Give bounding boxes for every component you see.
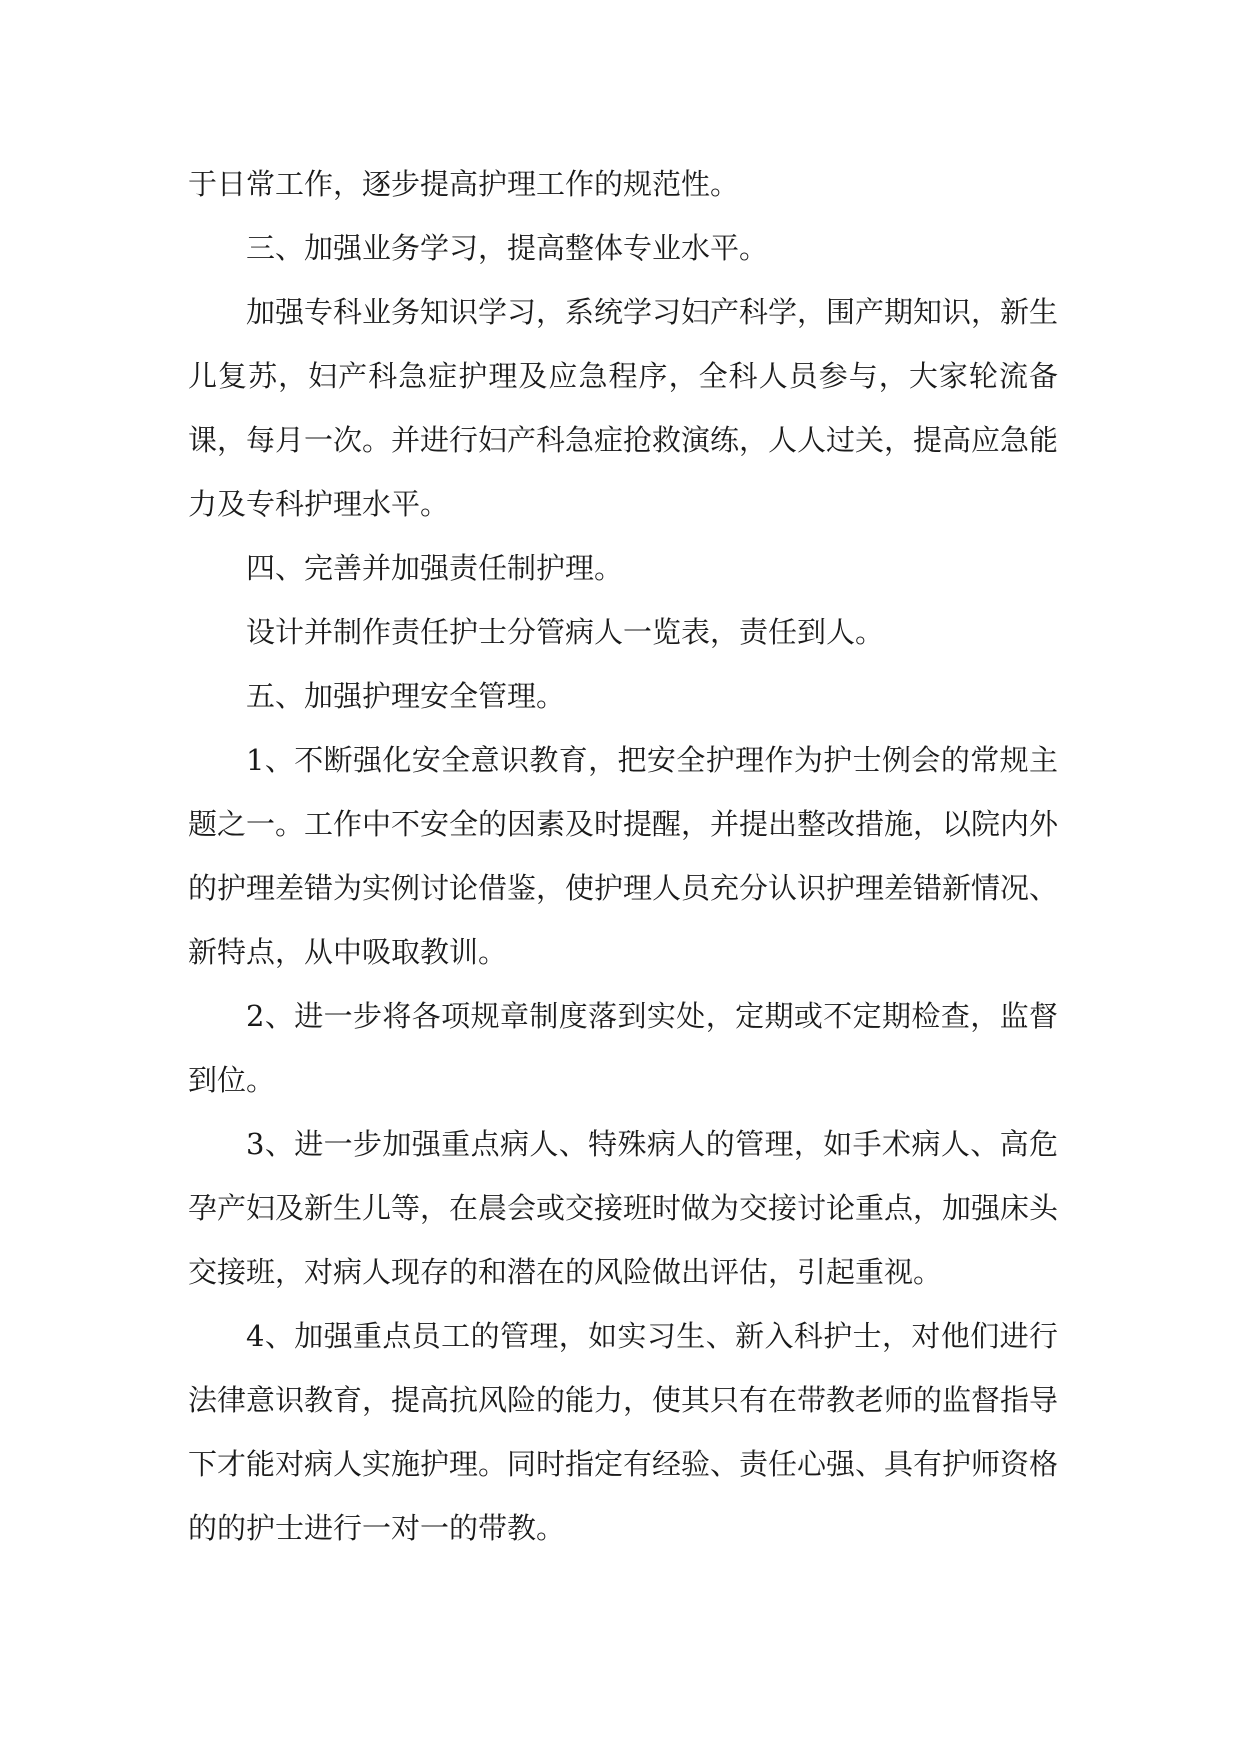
- list-item-2: 2、进一步将各项规章制度落到实处，定期或不定期检查，监督到位。: [188, 999, 1058, 1097]
- document-body: [188, 152, 1058, 1560]
- section-heading-4: 四、完善并加强责任制护理。: [246, 551, 624, 585]
- section-heading-5: 五、加强护理安全管理。: [246, 679, 566, 713]
- paragraph-responsibility: 设计并制作责任护士分管病人一览表，责任到人。: [246, 615, 885, 649]
- list-item-4: 4、加强重点员工的管理，如实习生、新入科护士，对他们进行法律意识教育，提高抗风险的能力，使其只有在带教老师的监督指导下才能对病人实施护理。同时指定有经验、责任心强、具有护师资格的的护士进行一对一的带教。: [188, 1319, 1059, 1545]
- list-item-3: 3、进一步加强重点病人、特殊病人的管理，如手术病人、高危孕产妇及新生儿等，在晨会或交接班时做为交接讨论重点，加强床头交接班，对病人现存的和潜在的风险做出评估，引起重视。: [188, 1127, 1059, 1289]
- list-item-1: 1、不断强化安全意识教育，把安全护理作为护士例会的常规主题之一。工作中不安全的因素及时提醒，并提出整改措施，以院内外的护理差错为实例讨论借鉴，使护理人员充分认识护理差错新情况、新特点，从中吸取教训。: [188, 743, 1059, 969]
- paragraph-study: 加强专科业务知识学习，系统学习妇产科学，围产期知识，新生儿复苏，妇产科急症护理及应急程序，全科人员参与，大家轮流备课，每月一次。并进行妇产科急症抢救演练，人人过关，提高应急能力及专科护理水平。: [188, 295, 1059, 521]
- section-heading-3: 三、加强业务学习，提高整体专业水平。: [246, 231, 769, 265]
- paragraph-continuation: 于日常工作，逐步提高护理工作的规范性。: [188, 167, 740, 201]
